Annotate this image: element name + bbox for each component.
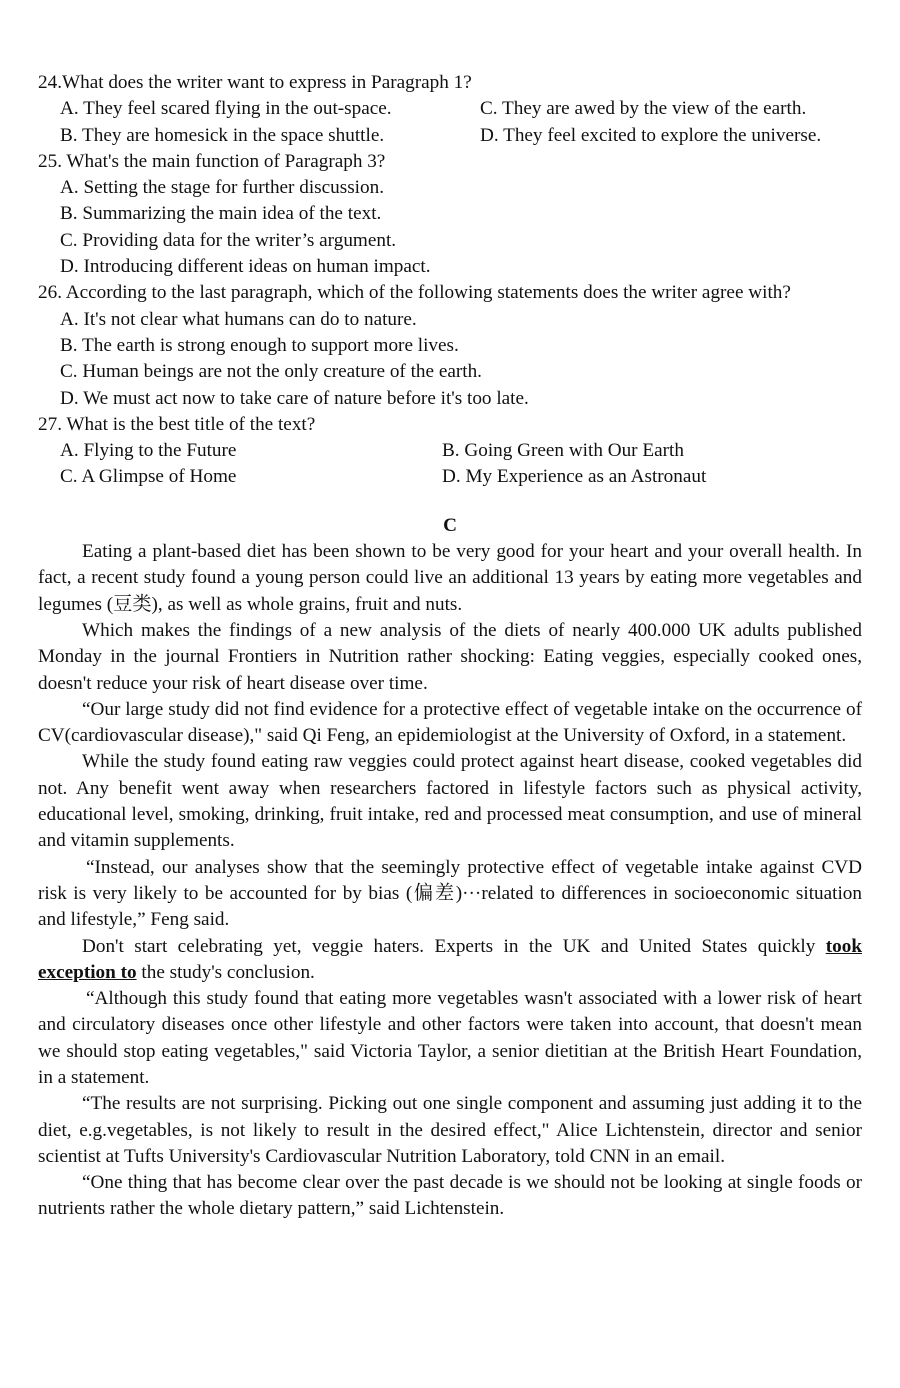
question-24-option-a: A. They feel scared flying in the out-space. — [60, 98, 392, 120]
question-25-option-c: C. Providing data for the writer’s argument. — [60, 229, 397, 251]
question-24-option-d: D. They feel excited to explore the universe. — [480, 124, 822, 146]
passage-paragraph-6 — [38, 934, 862, 987]
underlined-phrase: took exception to — [38, 935, 862, 983]
passage-paragraph-5: “Instead, our analyses show that the seemingly protective effect of vegetable intake against CVD risk is very likely to be accounted for by bias (偏差)···related to differences in socioeconomic situation and lifestyle,” Feng said. — [38, 856, 862, 931]
passage-paragraph-3: “Our large study did not find evidence for a protective effect of vegetable intake on the occurrence of CV(cardiovascular disease)," said Qi Feng, an epidemiologist at the University of Oxford, in a statement. — [38, 698, 862, 747]
question-25-stem: 25. What's the main function of Paragraph 3? — [38, 150, 386, 172]
passage-paragraph-9: “One thing that has become clear over the past decade is we should not be looking at single foods or nutrients rather the whole dietary pattern,” said Lichtenstein. — [38, 1172, 862, 1220]
question-26-stem: 26. According to the last paragraph, which of the following statements does the writer agree with? — [38, 282, 791, 304]
question-27-option-b: B. Going Green with Our Earth — [442, 440, 684, 462]
question-26-option-c: C. Human beings are not the only creature of the earth. — [60, 361, 482, 383]
passage-paragraph-7: “Although this study found that eating more vegetables wasn't associated with a lower risk of heart and circulatory diseases once other lifestyle and other factors were taken into account, that doesn't mean we should stop eating vegetables," said Victoria Taylor, a senior dietitian at the British Heart Foundation, in a statement. — [38, 988, 862, 1088]
section-c-heading: C — [443, 514, 457, 536]
question-26-option-a: A. It's not clear what humans can do to nature. — [60, 308, 417, 330]
passage-paragraph-4: While the study found eating raw veggies could protect against heart disease, cooked vegetables did not. Any benefit went away when researchers factored in lifestyle factors such as physical activity, educational level, smoking, drinking, fruit intake, red and processed meat consumption, and use of mineral and vitamin supplements. — [38, 751, 862, 852]
question-27-option-a: A. Flying to the Future — [60, 440, 237, 462]
question-24-options-row-1 — [38, 96, 862, 122]
question-24-options-row-2 — [38, 123, 862, 149]
question-24-option-b: B. They are homesick in the space shuttle. — [60, 124, 385, 146]
question-27-option-d: D. My Experience as an Astronaut — [442, 466, 707, 488]
question-27-options-row-2 — [38, 464, 862, 490]
paragraph-6-text-after: the study's conclusion. — [136, 961, 315, 983]
exam-page — [38, 70, 862, 1223]
question-24-option-c: C. They are awed by the view of the earth. — [480, 98, 807, 120]
question-25-option-a: A. Setting the stage for further discussion. — [60, 177, 384, 199]
question-26-option-d: D. We must act now to take care of nature before it's too late. — [60, 387, 529, 409]
question-27-stem: 27. What is the best title of the text? — [38, 413, 316, 435]
question-25-option-b: B. Summarizing the main idea of the text. — [60, 203, 382, 225]
question-24-stem: 24.What does the writer want to express in Paragraph 1? — [38, 72, 472, 93]
section-spacer — [38, 491, 862, 513]
passage-paragraph-1: Eating a plant-based diet has been shown to be very good for your heart and your overall health. In fact, a recent study found a young person could live an additional 13 years by eating more vegetables and legumes (豆类), as well as whole grains, fruit and nuts. — [38, 541, 862, 615]
question-27-option-c: C. A Glimpse of Home — [60, 466, 237, 488]
question-27-options-row-1 — [38, 438, 862, 464]
passage-paragraph-2: Which makes the findings of a new analysis of the diets of nearly 400.000 UK adults published Monday in the journal Frontiers in Nutrition rather shocking: Eating veggies, especially cooked ones, doesn't reduce your risk of heart disease over time. — [38, 619, 862, 694]
question-25-option-d: D. Introducing different ideas on human impact. — [60, 256, 431, 278]
question-26-option-b: B. The earth is strong enough to support more lives. — [60, 334, 459, 356]
passage-paragraph-8: “The results are not surprising. Picking out one single component and assuming just adding it to the diet, e.g.vegetables, is not likely to result in the desired effect," Alice Lichtenstein, director and senior scientist at Tufts University's Cardiovascular Nutrition Laboratory, told CNN in an email. — [38, 1093, 862, 1167]
paragraph-6-text-before: Don't start celebrating yet, veggie haters. Experts in the UK and United States quickly — [82, 935, 826, 957]
